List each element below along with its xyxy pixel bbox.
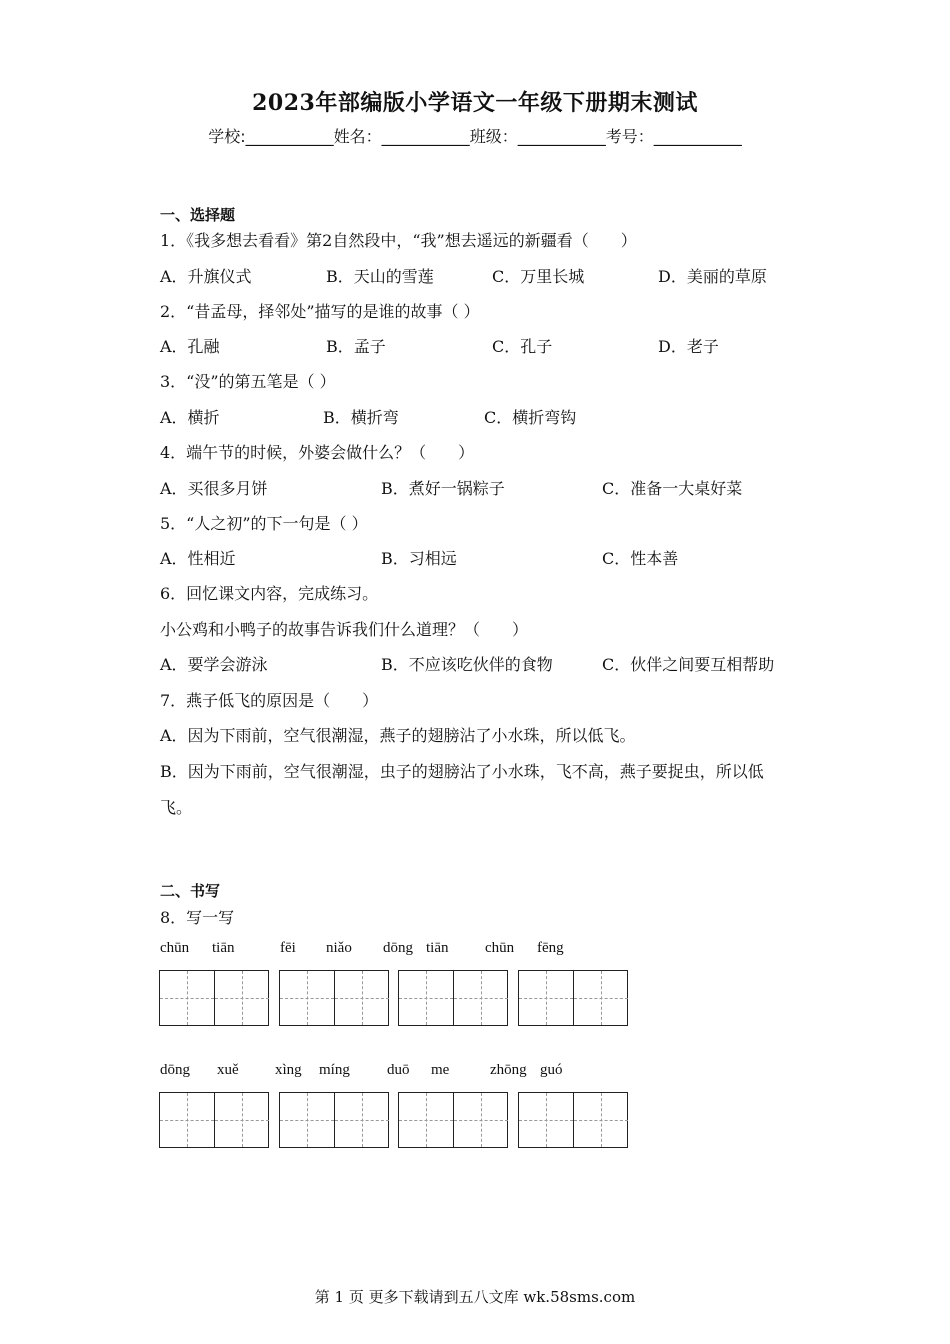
q4-option-b: B．煮好一锅粽子 — [381, 479, 505, 498]
pinyin: tiān — [426, 940, 449, 956]
q1-option-c: C．万里长城 — [492, 267, 585, 286]
q1-option-a: A．升旗仪式 — [160, 267, 252, 286]
pinyin: tiān — [212, 940, 235, 956]
q1-option-b: B．天山的雪莲 — [326, 267, 434, 286]
q1-option-d: D．美丽的草原 — [658, 267, 767, 286]
question-5: 5．“人之初”的下一句是（ ） — [160, 514, 368, 533]
question-6: 6．回忆课文内容，完成练习。 — [160, 584, 379, 603]
question-6-sub: 小公鸡和小鸭子的故事告诉我们什么道理？（ ） — [160, 620, 529, 639]
writing-grid-box[interactable] — [518, 1092, 628, 1148]
q2-option-b: B．孟子 — [326, 337, 386, 356]
writing-grid-box[interactable] — [159, 1092, 269, 1148]
pinyin: xuě — [217, 1062, 239, 1078]
q2-option-c: C．孔子 — [492, 337, 553, 356]
student-info-line — [0, 124, 950, 147]
q6-option-a: A．要学会游泳 — [160, 655, 268, 674]
q7-option-b: B．因为下雨前，空气很潮湿，虫子的翅膀沾了小水珠，飞不高，燕子要捉虫，所以低 — [160, 762, 764, 781]
page-footer: 第 1 页 更多下载请到五八文库 wk.58sms.com — [314, 1288, 636, 1306]
q4-option-a: A．买很多月饼 — [160, 479, 268, 498]
writing-grid-box[interactable] — [279, 1092, 389, 1148]
q3-option-b: B．横折弯 — [323, 408, 399, 427]
question-7: 7．燕子低飞的原因是（ ） — [160, 691, 379, 710]
q6-option-b: B．不应该吃伙伴的食物 — [381, 655, 553, 674]
writing-grid-box[interactable] — [518, 970, 628, 1026]
pinyin: dōng — [383, 940, 413, 956]
q3-option-a: A．横折 — [160, 408, 220, 427]
question-3: 3．“没”的第五笔是（ ） — [160, 372, 336, 391]
pinyin: chūn — [160, 940, 190, 956]
question-4: 4．端午节的时候，外婆会做什么？（ ） — [160, 443, 475, 462]
question-8: 8．写一写 — [160, 908, 235, 927]
exam-number-field: 考号：___________ — [605, 127, 742, 146]
pinyin: duō — [387, 1062, 410, 1078]
q5-option-c: C．性本善 — [602, 549, 679, 568]
pinyin: fēi — [280, 940, 296, 956]
section-heading-writing: 二、书写 — [160, 882, 221, 900]
pinyin: zhōng — [490, 1062, 527, 1078]
q2-option-a: A．孔融 — [160, 337, 220, 356]
class-field: 班级：___________ — [469, 127, 606, 146]
q4-option-c: C．准备一大桌好菜 — [602, 479, 743, 498]
q6-option-c: C．伙伴之间要互相帮助 — [602, 655, 775, 674]
pinyin: xìng — [275, 1062, 302, 1078]
q5-option-a: A．性相近 — [160, 549, 236, 568]
q3-option-c: C．横折弯钩 — [484, 408, 577, 427]
school-field: 学校:___________ — [208, 127, 334, 146]
name-field: 姓名：___________ — [333, 127, 470, 146]
question-2: 2．“昔孟母，择邻处”描写的是谁的故事（ ） — [160, 302, 480, 321]
q5-option-b: B．习相远 — [381, 549, 457, 568]
pinyin: dōng — [160, 1062, 190, 1078]
q7-option-b-continued: 飞。 — [160, 798, 193, 817]
page-title: 2023年部编版小学语文一年级下册期末测试 — [252, 90, 698, 116]
writing-grid-box[interactable] — [159, 970, 269, 1026]
section-heading-choice: 一、选择题 — [160, 206, 236, 224]
writing-grid-box[interactable] — [398, 970, 508, 1026]
q2-option-d: D．老子 — [658, 337, 719, 356]
writing-grid-box[interactable] — [279, 970, 389, 1026]
q7-option-a: A．因为下雨前，空气很潮湿，燕子的翅膀沾了小水珠，所以低飞。 — [160, 726, 636, 745]
pinyin: me — [431, 1062, 450, 1078]
question-1: 1．《我多想去看看》第2自然段中，“我”想去遥远的新疆看（ ） — [160, 231, 637, 250]
pinyin: chūn — [485, 940, 515, 956]
writing-grid-box[interactable] — [398, 1092, 508, 1148]
pinyin: niǎo — [326, 940, 352, 956]
pinyin: guó — [540, 1062, 563, 1078]
pinyin: míng — [319, 1062, 350, 1078]
pinyin: fēng — [537, 940, 564, 956]
